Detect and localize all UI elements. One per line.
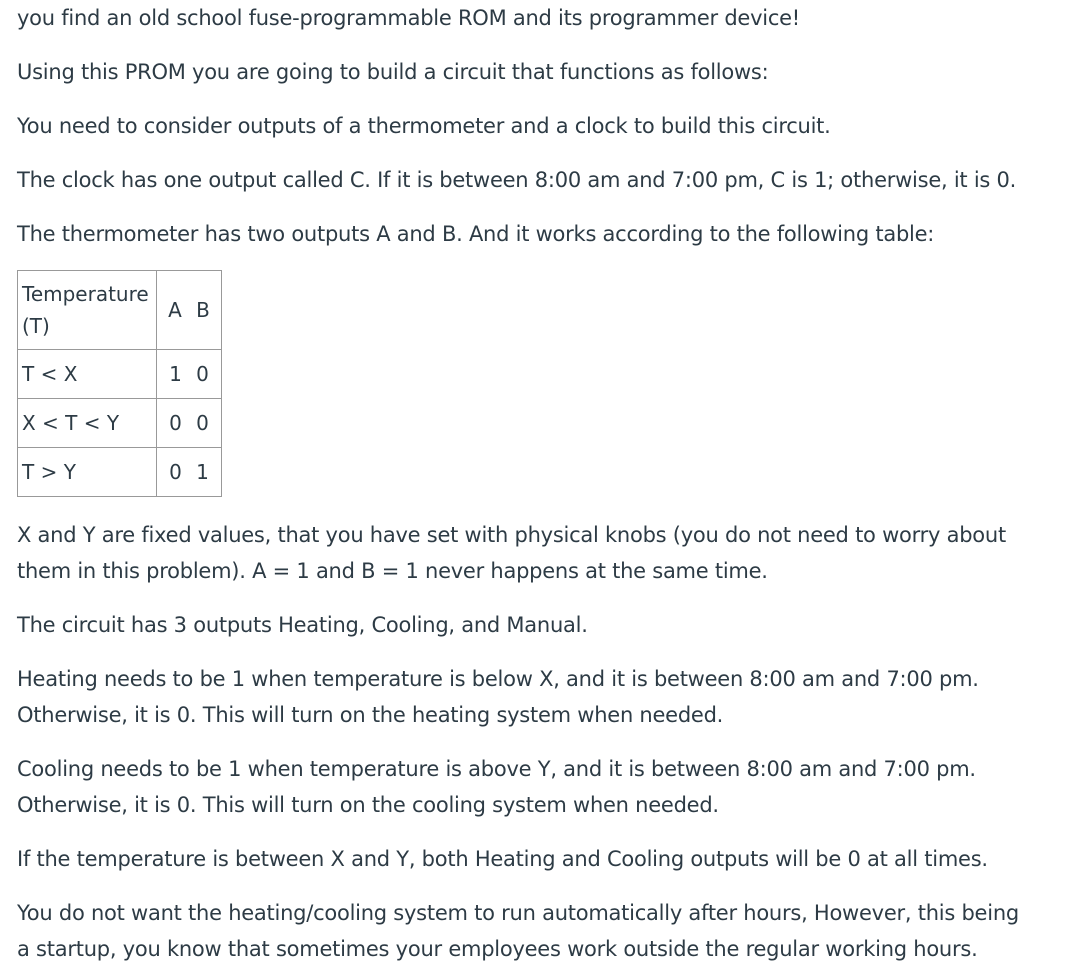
paragraph-thermometer: The thermometer has two outputs A and B. And it works according to the following table:	[17, 222, 935, 246]
paragraph-heating	[17, 661, 979, 733]
thermometer-table	[17, 270, 222, 497]
table-row	[18, 399, 222, 448]
table-row	[18, 350, 222, 399]
paragraph-knobs-line1: X and Y are fixed values, that you have set with physical knobs (you do not need to worry about	[17, 523, 1006, 547]
header-temperature	[18, 271, 157, 350]
paragraph-between: If the temperature is between X and Y, both Heating and Cooling outputs will be 0 at all times.	[17, 847, 988, 871]
paragraph-clock: The clock has one output called C. If it is between 8:00 am and 7:00 pm, C is 1; otherwise, it is 0.	[17, 168, 1017, 192]
paragraph-cooling-line2: Otherwise, it is 0. This will turn on the cooling system when needed.	[17, 793, 719, 817]
paragraph-heating-line1: Heating needs to be 1 when temperature is below X, and it is between 8:00 am and 7:00 pm.	[17, 667, 979, 691]
condition-cell: T > Y	[18, 448, 157, 497]
paragraph-circuit-outputs: The circuit has 3 outputs Heating, Cooling, and Manual.	[17, 613, 588, 637]
table-row	[18, 448, 222, 497]
ab-value-cell: 0 0	[157, 399, 222, 448]
paragraph-knobs-line2: them in this problem). A = 1 and B = 1 never happens at the same time.	[17, 559, 768, 583]
condition-cell: X < T < Y	[18, 399, 157, 448]
ab-value-cell: 0 1	[157, 448, 222, 497]
paragraph-heating-line2: Otherwise, it is 0. This will turn on the heating system when needed.	[17, 703, 724, 727]
header-temperature-symbol: (T)	[22, 314, 50, 338]
table-header-row	[18, 271, 222, 350]
paragraph-cooling	[17, 751, 976, 823]
paragraph-knobs	[17, 517, 1006, 589]
paragraph-intro: you find an old school fuse-programmable ROM and its programmer device!	[17, 6, 800, 30]
paragraph-after-hours	[17, 895, 1019, 967]
condition-cell: T < X	[18, 350, 157, 399]
ab-value-cell: 1 0	[157, 350, 222, 399]
paragraph-after-hours-line1: You do not want the heating/cooling system to run automatically after hours, However, this being	[17, 901, 1019, 925]
header-ab: A B	[157, 271, 222, 350]
paragraph-prom: Using this PROM you are going to build a circuit that functions as follows:	[17, 60, 769, 84]
paragraph-cooling-line1: Cooling needs to be 1 when temperature is above Y, and it is between 8:00 am and 7:00 pm.	[17, 757, 976, 781]
paragraph-after-hours-line2: a startup, you know that sometimes your employees work outside the regular working hours.	[17, 937, 978, 961]
header-temperature-label: Temperature	[22, 282, 149, 306]
paragraph-outputs: You need to consider outputs of a thermometer and a clock to build this circuit.	[17, 114, 831, 138]
